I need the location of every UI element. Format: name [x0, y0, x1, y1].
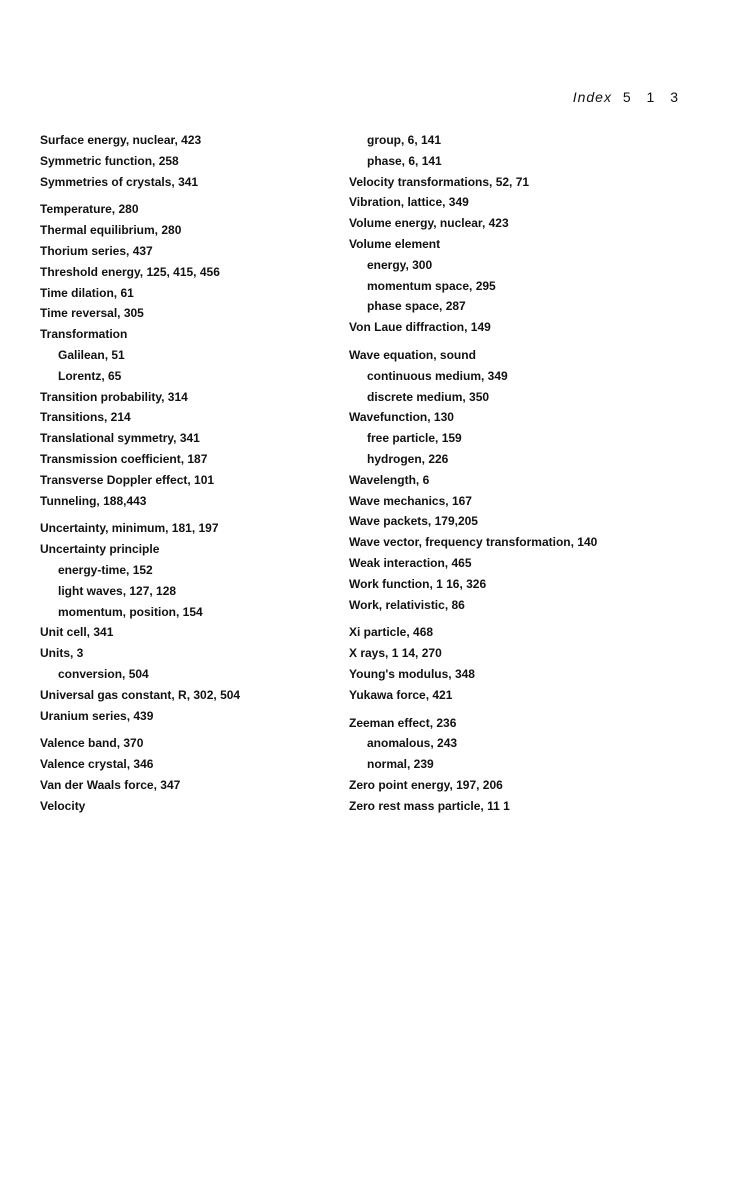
- index-entry: Vibration, lattice, 349: [349, 195, 469, 210]
- index-entry: Threshold energy, 125, 415, 456: [40, 264, 220, 279]
- index-entry: Thorium series, 437: [40, 243, 153, 258]
- index-entry: Wavelength, 6: [349, 472, 430, 487]
- index-entry: Surface energy, nuclear, 423: [40, 133, 202, 147]
- index-subentry: group, 6, 141: [367, 133, 442, 147]
- index-entry: Transformation: [40, 327, 128, 342]
- index-entry: Yukawa force, 421: [349, 687, 453, 702]
- index-entry: Valence band, 370: [40, 736, 144, 751]
- index-subentry: normal, 239: [367, 757, 434, 772]
- index-entry: Wave equation, sound: [349, 347, 476, 362]
- index-entry: Xi particle, 468: [349, 625, 434, 640]
- index-entry: Transverse Doppler effect, 101: [40, 472, 215, 487]
- index-entry: Work function, 1 16, 326: [349, 576, 487, 591]
- index-entry: Thermal equilibrium, 280: [40, 223, 182, 238]
- index-subentry: Galilean, 51: [58, 347, 125, 362]
- index-entry: Zero rest mass particle, 11 1: [349, 798, 510, 813]
- index-entry: Transitions, 214: [40, 410, 131, 425]
- index-column-left: [40, 130, 360, 817]
- index-entry: Wave packets, 179,205: [349, 514, 478, 529]
- index-entry: Time dilation, 61: [40, 285, 134, 300]
- index-entry: Unit cell, 341: [40, 625, 114, 640]
- index-entry: Transition probability, 314: [40, 389, 188, 404]
- index-entry: Symmetric function, 258: [40, 153, 179, 168]
- index-entry: Zero point energy, 197, 206: [349, 777, 503, 792]
- index-entry: Wave vector, frequency transformation, 140: [349, 535, 598, 550]
- index-subentry: discrete medium, 350: [367, 389, 490, 404]
- index-entry: Translational symmetry, 341: [40, 431, 200, 446]
- index-entry: Van der Waals force, 347: [40, 777, 181, 792]
- index-entry: Universal gas constant, R, 302, 504: [40, 687, 241, 702]
- index-column-right: [349, 130, 669, 817]
- index-subentry: anomalous, 243: [367, 736, 458, 751]
- index-subentry: free particle, 159: [367, 431, 462, 446]
- index-entry: Von Laue diffraction, 149: [349, 320, 491, 335]
- index-entry: Temperature, 280: [40, 202, 139, 217]
- index-subentry: momentum, position, 154: [58, 604, 203, 619]
- index-entry: Transmission coefficient, 187: [40, 451, 208, 466]
- index-entry: Uncertainty principle: [40, 542, 160, 557]
- index-entry: Symmetries of crystals, 341: [40, 174, 199, 189]
- index-entry: Weak interaction, 465: [349, 555, 472, 570]
- header-title: Index: [572, 89, 612, 105]
- index-subentry: momentum space, 295: [367, 278, 496, 293]
- index-entry: Units, 3: [40, 646, 84, 661]
- index-entry: Volume energy, nuclear, 423: [349, 216, 509, 231]
- index-entry: Uncertainty, minimum, 181, 197: [40, 521, 219, 536]
- index-subentry: light waves, 127, 128: [58, 583, 177, 598]
- index-subentry: conversion, 504: [58, 666, 149, 681]
- index-entry: Work, relativistic, 86: [349, 597, 465, 612]
- page-number: 5 1 3: [622, 89, 684, 105]
- index-subentry: hydrogen, 226: [367, 451, 449, 466]
- index-entry: Wavefunction, 130: [349, 410, 454, 425]
- index-entry: Velocity: [40, 798, 86, 813]
- index-subentry: phase space, 287: [367, 299, 466, 314]
- index-entry: Uranium series, 439: [40, 708, 154, 723]
- index-subentry: energy, 300: [367, 257, 433, 272]
- index-entry: Zeeman effect, 236: [349, 715, 457, 730]
- index-subentry: Lorentz, 65: [58, 368, 122, 383]
- index-entry: Valence crystal, 346: [40, 757, 154, 772]
- index-entry: X rays, 1 14, 270: [349, 646, 442, 661]
- index-entry: Tunneling, 188,443: [40, 493, 147, 508]
- index-subentry: continuous medium, 349: [367, 368, 508, 383]
- index-entry: Volume element: [349, 236, 441, 251]
- index-subentry: energy-time, 152: [58, 562, 153, 577]
- index-entry: Velocity transformations, 52, 71: [349, 174, 530, 189]
- index-entry: Time reversal, 305: [40, 306, 144, 321]
- running-header: [573, 89, 684, 105]
- index-entry: Young's modulus, 348: [349, 666, 475, 681]
- index-entry: Wave mechanics, 167: [349, 493, 472, 508]
- index-subentry: phase, 6, 141: [367, 153, 442, 168]
